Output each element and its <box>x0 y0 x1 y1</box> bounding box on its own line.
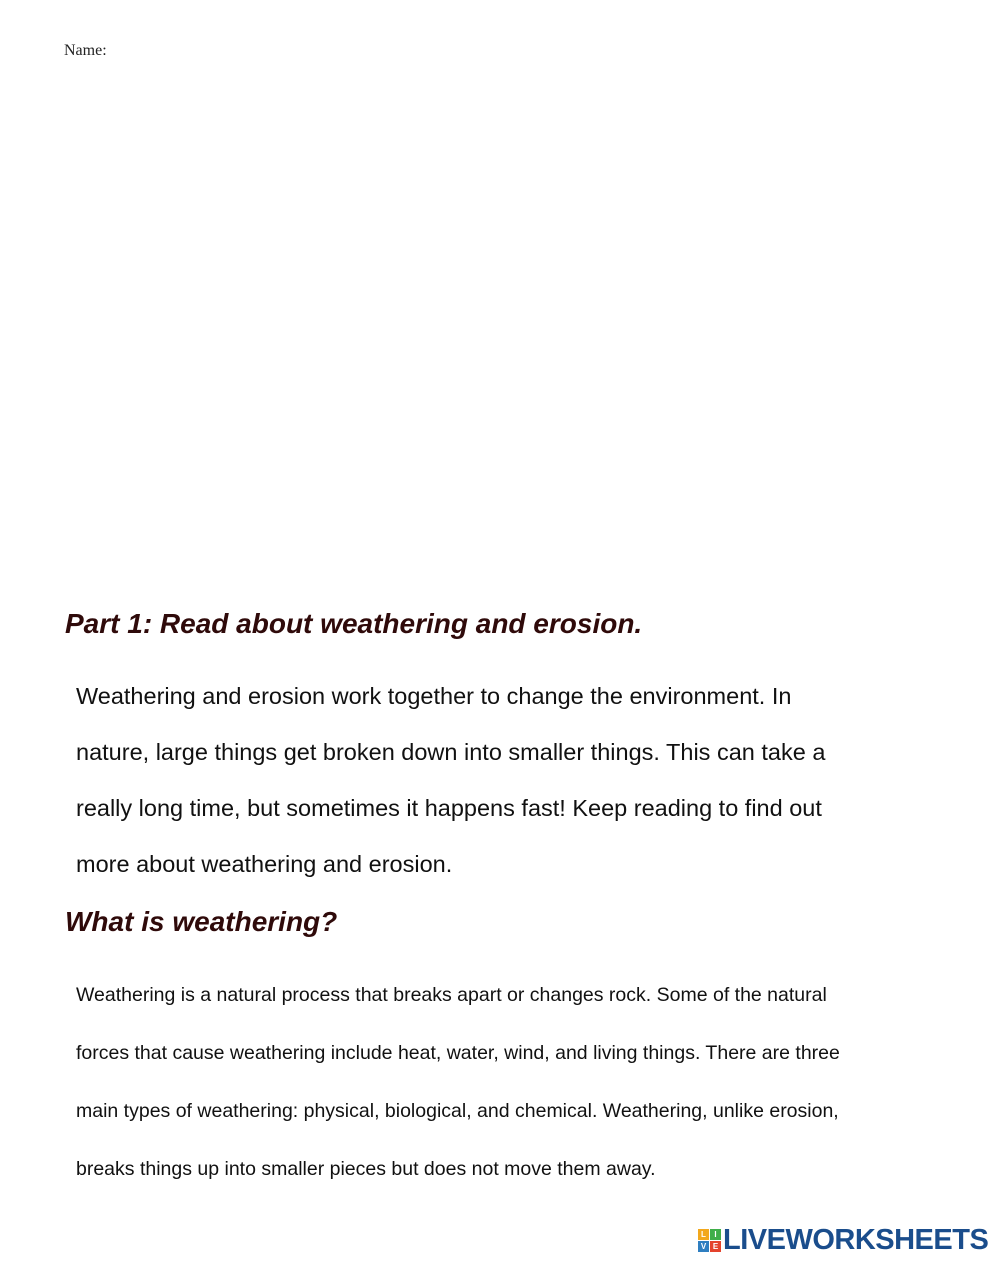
paragraph-line: main types of weathering: physical, biological, and chemical. Weathering, unlike erosion, <box>76 1100 839 1122</box>
brand-name: LIVEWORKSHEETS <box>723 1223 989 1256</box>
weathering-heading: What is weathering? <box>65 906 338 937</box>
logo-block: V <box>698 1241 709 1252</box>
liveworksheets-logo <box>698 1222 988 1258</box>
logo-block: I <box>710 1229 721 1240</box>
paragraph-line: breaks things up into smaller pieces but does not move them away. <box>76 1158 656 1180</box>
paragraph-line: Weathering and erosion work together to change the environment. In <box>76 683 792 709</box>
paragraph-line: really long time, but sometimes it happens fast! Keep reading to find out <box>76 795 822 821</box>
paragraph-line: Weathering is a natural process that breaks apart or changes rock. Some of the natural <box>76 984 827 1006</box>
paragraph-line: nature, large things get broken down into smaller things. This can take a <box>76 739 826 765</box>
paragraph-line: forces that cause weathering include heat, water, wind, and living things. There are three <box>76 1042 840 1064</box>
logo-block: E <box>710 1241 721 1252</box>
weathering-paragraph <box>76 966 936 1198</box>
part1-paragraph <box>76 668 916 892</box>
liveworksheets-logo-icon <box>698 1229 721 1252</box>
name-label: Name: <box>64 42 107 59</box>
paragraph-line: more about weathering and erosion. <box>76 851 453 877</box>
logo-block: L <box>698 1229 709 1240</box>
part1-heading: Part 1: Read about weathering and erosion. <box>65 608 643 639</box>
